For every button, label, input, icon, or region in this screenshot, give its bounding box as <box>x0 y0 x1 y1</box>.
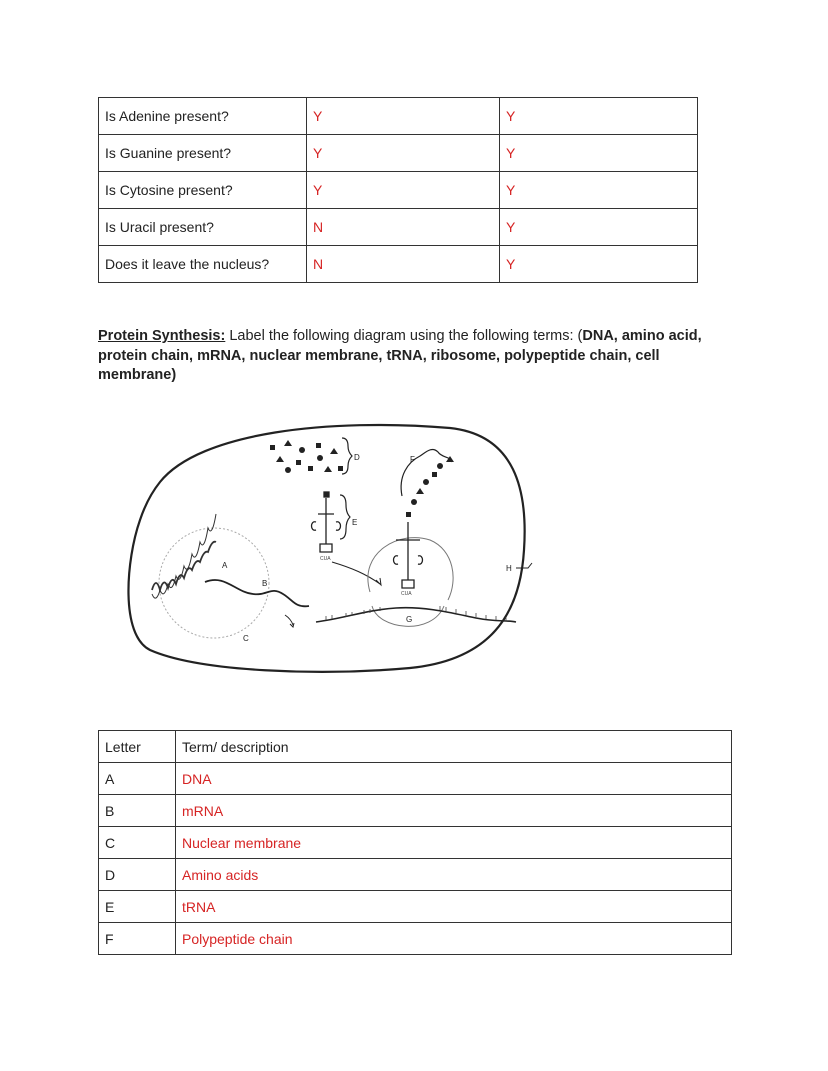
terms-list: DNA, amino acid, protein chain, mRNA, nuclear membrane, tRNA, ribosome, polypeptide chain, cell membrane) <box>98 328 702 383</box>
answer-cell: Y <box>307 98 500 135</box>
label-table <box>98 730 732 955</box>
question-cell: Is Uracil present? <box>99 209 307 246</box>
table-row <box>99 135 698 172</box>
table-row <box>99 795 732 827</box>
bound-trna-shape <box>394 522 423 588</box>
answer-cell: Y <box>307 135 500 172</box>
answer-cell: Y <box>500 135 698 172</box>
table-row <box>99 246 698 283</box>
cell-outline <box>128 425 524 672</box>
brace-f <box>401 449 452 496</box>
table-header-row <box>99 731 732 763</box>
polypeptide-chain <box>406 456 454 517</box>
header-term: Term/ description <box>176 731 732 763</box>
answer-cell: Y <box>500 172 698 209</box>
term-cell: tRNA <box>176 891 732 923</box>
instructions-paragraph <box>98 327 738 386</box>
section-heading: Protein Synthesis: <box>98 328 226 344</box>
term-cell: Polypeptide chain <box>176 923 732 955</box>
letter-cell: E <box>99 891 176 923</box>
letter-cell: D <box>99 859 176 891</box>
table-row <box>99 209 698 246</box>
mrna-strand <box>205 580 309 606</box>
answer-cell: Y <box>500 246 698 283</box>
label-g: G <box>406 615 413 624</box>
question-cell: Is Cytosine present? <box>99 172 307 209</box>
brace-e <box>340 495 350 539</box>
label-e: E <box>352 518 358 527</box>
instructions-text: Label the following diagram using the following terms: ( <box>225 328 583 344</box>
label-d: D <box>354 453 360 462</box>
answer-cell: Y <box>500 98 698 135</box>
term-cell: Amino acids <box>176 859 732 891</box>
table-row <box>99 859 732 891</box>
label-h: H <box>506 564 512 573</box>
label-c: C <box>243 634 249 643</box>
table-row <box>99 891 732 923</box>
term-cell: mRNA <box>176 795 732 827</box>
question-cell: Does it leave the nucleus? <box>99 246 307 283</box>
label-f: F <box>410 455 415 464</box>
codon-bound: CUA <box>401 591 412 597</box>
comparison-table <box>98 97 698 283</box>
table-row <box>99 98 698 135</box>
label-a: A <box>222 561 228 570</box>
term-cell: DNA <box>176 763 732 795</box>
amino-acid-cluster <box>270 440 343 473</box>
table-row <box>99 923 732 955</box>
table-row <box>99 172 698 209</box>
letter-cell: C <box>99 827 176 859</box>
answer-cell: Y <box>500 209 698 246</box>
table-row <box>99 827 732 859</box>
term-cell: Nuclear membrane <box>176 827 732 859</box>
letter-cell: A <box>99 763 176 795</box>
letter-cell: F <box>99 923 176 955</box>
answer-cell: Y <box>307 172 500 209</box>
answer-cell: N <box>307 209 500 246</box>
codon-free: CUA <box>320 556 331 562</box>
header-letter: Letter <box>99 731 176 763</box>
label-b: B <box>262 579 268 588</box>
free-trna-shape <box>312 492 341 552</box>
question-cell: Is Adenine present? <box>99 98 307 135</box>
answer-cell: N <box>307 246 500 283</box>
protein-synthesis-diagram <box>120 410 540 680</box>
table-row <box>99 763 732 795</box>
letter-cell: B <box>99 795 176 827</box>
brace-d <box>342 438 352 474</box>
question-cell: Is Guanine present? <box>99 135 307 172</box>
